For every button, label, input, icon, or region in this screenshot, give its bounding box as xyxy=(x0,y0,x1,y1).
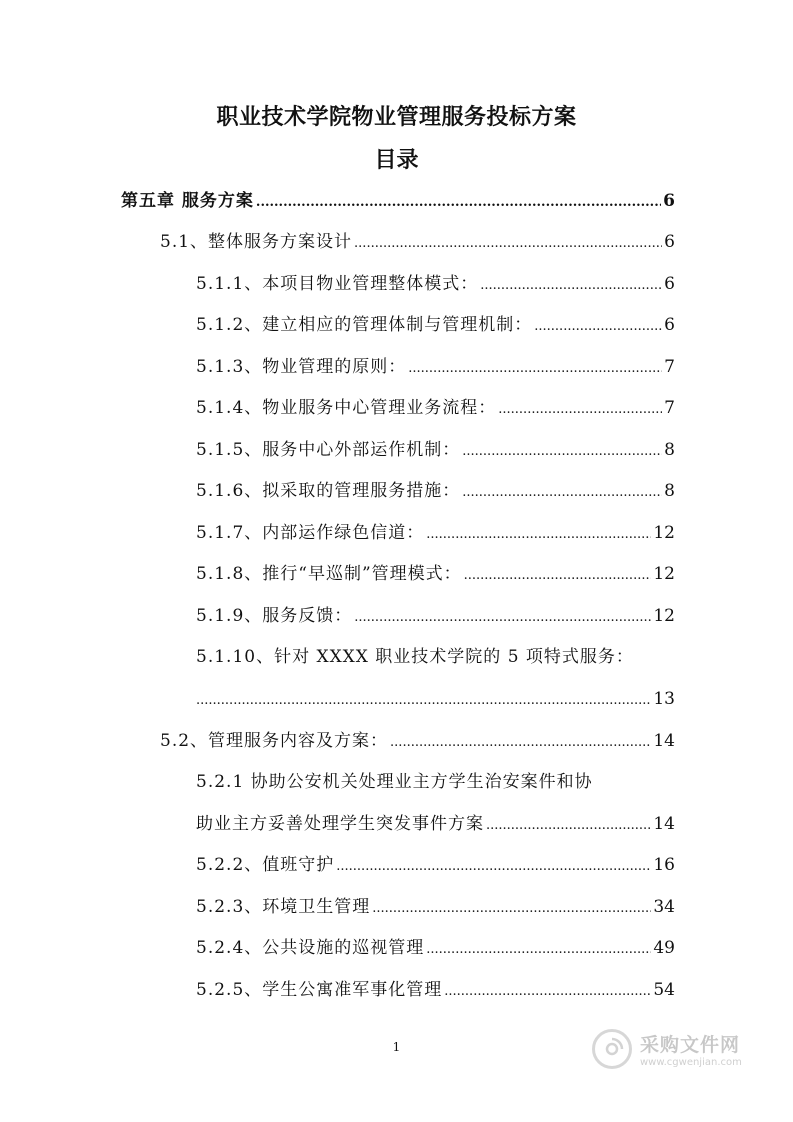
dot-leader xyxy=(462,473,662,513)
dot-leader xyxy=(354,224,662,264)
toc-entry-5-1-9[interactable] xyxy=(196,596,675,636)
toc-entry-chapter-5[interactable] xyxy=(121,181,675,221)
toc-entry-page: 7 xyxy=(664,357,675,377)
toc-entry-title: 5.1.5、服务中心外部运作机制： xyxy=(196,440,461,460)
toc-entry-page: 13 xyxy=(653,689,675,709)
toc-entry-5-1-8[interactable] xyxy=(196,554,675,594)
dot-leader xyxy=(464,556,652,596)
toc-entry-title: 5.1.4、物业服务中心管理业务流程： xyxy=(196,398,497,418)
toc-entry-5-1-2[interactable] xyxy=(196,305,675,345)
toc-entry-page: 6 xyxy=(664,274,675,294)
toc-entry-title: 第五章 服务方案 xyxy=(121,191,254,211)
toc-entry-page: 14 xyxy=(653,814,675,834)
toc-entry-5-2-5[interactable] xyxy=(196,970,675,1010)
dot-leader xyxy=(372,889,651,929)
dot-leader xyxy=(480,266,662,306)
toc-entry-5-2[interactable] xyxy=(160,721,675,761)
toc-entry-page: 12 xyxy=(653,523,675,543)
toc-entry-page: 7 xyxy=(664,398,675,418)
toc-entry-page: 6 xyxy=(664,232,675,252)
watermark xyxy=(592,1025,762,1073)
toc-entry-page: 6 xyxy=(664,315,675,335)
toc-entry-5-2-4[interactable] xyxy=(196,928,675,968)
toc-entry-title: 5.2.3、环境卫生管理 xyxy=(196,897,371,917)
toc-entry-5-1-5[interactable] xyxy=(196,430,675,470)
page-number: 1 xyxy=(392,1040,401,1054)
toc-entry-title: 5.1.6、拟采取的管理服务措施： xyxy=(196,481,461,501)
toc-entry-page: 34 xyxy=(653,897,675,917)
toc-entry-5-2-3[interactable] xyxy=(196,887,675,927)
toc-entry-title: 5.1.8、推行“早巡制”管理模式： xyxy=(196,564,462,584)
dot-leader xyxy=(462,432,662,472)
toc-entry-5-2-1-line1[interactable]: 5.2.1 协助公安机关处理业主方学生治安案件和协 xyxy=(196,772,593,792)
toc-entry-page: 54 xyxy=(653,980,675,1000)
document-title: 职业技术学院物业管理服务投标方案 xyxy=(216,104,577,130)
toc-entry-title: 5.1.3、物业管理的原则： xyxy=(196,357,407,377)
toc-entry-title: 5.2.4、公共设施的巡视管理 xyxy=(196,938,425,958)
toc-entry-title: 5.1.7、内部运作绿色信道： xyxy=(196,523,425,543)
toc-entry-title: 5.1、整体服务方案设计 xyxy=(160,232,353,252)
toc-entry-5-1-4[interactable] xyxy=(196,388,675,428)
toc-entry-5-1[interactable] xyxy=(160,222,675,262)
dot-leader xyxy=(426,515,651,555)
dot-leader xyxy=(444,972,651,1012)
toc-entry-title: 5.2.5、学生公寓准军事化管理 xyxy=(196,980,443,1000)
toc-entry-title: 5.1.2、建立相应的管理体制与管理机制： xyxy=(196,315,533,335)
toc-entry-5-1-3[interactable] xyxy=(196,347,675,387)
toc-entry-title: 5.1.1、本项目物业管理整体模式： xyxy=(196,274,479,294)
toc-entry-title: 助业主方妥善处理学生突发事件方案 xyxy=(196,814,484,834)
toc-entry-page: 8 xyxy=(664,440,675,460)
toc-entry-page: 12 xyxy=(653,606,675,626)
dot-leader xyxy=(534,307,662,347)
toc-entry-5-1-7[interactable] xyxy=(196,513,675,553)
dot-leader xyxy=(390,723,651,763)
toc-entry-5-2-1[interactable] xyxy=(196,804,675,844)
toc-heading: 目录 xyxy=(374,147,419,173)
dot-leader xyxy=(486,806,651,846)
logo-mark-icon xyxy=(592,1029,632,1069)
dot-leader xyxy=(354,598,651,638)
watermark-brand: 采购文件网 xyxy=(640,1034,741,1056)
toc-entry-5-1-10[interactable] xyxy=(196,679,675,719)
watermark-url: www.cgwenjian.com xyxy=(640,1057,742,1068)
dot-leader xyxy=(498,390,662,430)
toc-entry-page: 12 xyxy=(653,564,675,584)
toc-entry-5-1-1[interactable] xyxy=(196,264,675,304)
toc-entry-page: 8 xyxy=(664,481,675,501)
dot-leader xyxy=(408,349,662,389)
toc-entry-title: 5.1.9、服务反馈： xyxy=(196,606,353,626)
toc-entry-page: 6 xyxy=(663,191,675,211)
toc-entry-5-2-2[interactable] xyxy=(196,845,675,885)
toc-entry-title: 5.2、管理服务内容及方案： xyxy=(160,731,389,751)
dot-leader xyxy=(196,681,651,721)
toc-entry-page: 16 xyxy=(653,855,675,875)
dot-leader xyxy=(256,183,661,223)
toc-entry-5-1-10-title[interactable]: 5.1.10、针对 XXXX 职业技术学院的 5 项特式服务： xyxy=(196,647,634,667)
toc-entry-title: 5.2.2、值班守护 xyxy=(196,855,335,875)
dot-leader xyxy=(426,930,651,970)
toc-entry-5-1-6[interactable] xyxy=(196,471,675,511)
toc-entry-page: 49 xyxy=(653,938,675,958)
toc-entry-page: 14 xyxy=(653,731,675,751)
dot-leader xyxy=(336,847,651,887)
